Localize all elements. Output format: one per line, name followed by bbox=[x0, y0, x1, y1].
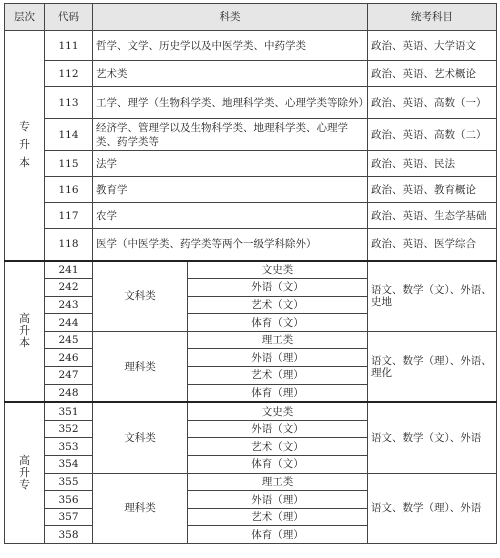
code-cell: 355 bbox=[45, 473, 93, 491]
table-row bbox=[5, 331, 497, 349]
code-cell: 246 bbox=[45, 349, 93, 367]
subcategory-cell: 艺术（文） bbox=[188, 438, 368, 456]
subcategory-cell: 文史类 bbox=[188, 261, 368, 279]
code-cell: 111 bbox=[45, 31, 93, 61]
exam-cell: 政治、英语、高数（二） bbox=[368, 119, 497, 151]
subcategory-cell: 体育（文） bbox=[188, 456, 368, 474]
table-row bbox=[5, 402, 497, 420]
subcategory-cell: 文史类 bbox=[188, 402, 368, 420]
code-cell: 244 bbox=[45, 314, 93, 332]
exam-cell: 语文、数学（理）、外语、理化 bbox=[368, 331, 497, 402]
subcategory-cell: 艺术（文） bbox=[188, 296, 368, 314]
subcategory-cell: 外语（理） bbox=[188, 349, 368, 367]
group-cell: 文科类 bbox=[93, 402, 188, 473]
admission-table bbox=[4, 3, 497, 544]
subcategory-cell: 体育（理） bbox=[188, 384, 368, 402]
code-cell: 248 bbox=[45, 384, 93, 402]
category-cell: 哲学、文学、历史学以及中医学类、中药学类 bbox=[93, 31, 368, 61]
header-code: 代码 bbox=[45, 4, 93, 31]
code-cell: 354 bbox=[45, 456, 93, 474]
subcategory-cell: 理工类 bbox=[188, 473, 368, 491]
category-cell: 工学、理学（生物科学类、地理科学类、心理学类等除外） bbox=[93, 87, 368, 119]
code-cell: 242 bbox=[45, 279, 93, 297]
table-row bbox=[5, 31, 497, 61]
subcategory-cell: 艺术（理） bbox=[188, 367, 368, 385]
subcategory-cell: 外语（文） bbox=[188, 420, 368, 438]
exam-cell: 政治、英语、教育概论 bbox=[368, 177, 497, 203]
exam-cell: 政治、英语、民法 bbox=[368, 151, 497, 177]
table-row bbox=[5, 151, 497, 177]
table-row bbox=[5, 229, 497, 261]
code-cell: 357 bbox=[45, 508, 93, 526]
code-cell: 112 bbox=[45, 61, 93, 87]
code-cell: 118 bbox=[45, 229, 93, 261]
subcategory-cell: 体育（文） bbox=[188, 314, 368, 332]
category-cell: 教育学 bbox=[93, 177, 368, 203]
code-cell: 113 bbox=[45, 87, 93, 119]
code-cell: 114 bbox=[45, 119, 93, 151]
exam-cell: 语文、数学（文）、外语 bbox=[368, 402, 497, 473]
level-gsb: 高 升 本 bbox=[5, 261, 45, 403]
table-row bbox=[5, 203, 497, 229]
code-cell: 115 bbox=[45, 151, 93, 177]
header-exam: 统考科目 bbox=[368, 4, 497, 31]
subcategory-cell: 外语（文） bbox=[188, 279, 368, 297]
subcategory-cell: 理工类 bbox=[188, 331, 368, 349]
table-row bbox=[5, 261, 497, 279]
code-cell: 358 bbox=[45, 526, 93, 544]
group-cell: 理科类 bbox=[93, 473, 188, 543]
code-cell: 245 bbox=[45, 331, 93, 349]
code-cell: 241 bbox=[45, 261, 93, 279]
code-cell: 243 bbox=[45, 296, 93, 314]
category-cell: 农学 bbox=[93, 203, 368, 229]
exam-cell: 政治、英语、高数（一） bbox=[368, 87, 497, 119]
exam-cell: 政治、英语、大学语文 bbox=[368, 31, 497, 61]
code-cell: 351 bbox=[45, 402, 93, 420]
category-cell: 医学（中医学类、药学类等两个一级学科除外） bbox=[93, 229, 368, 261]
code-cell: 116 bbox=[45, 177, 93, 203]
exam-cell: 政治、英语、生态学基础 bbox=[368, 203, 497, 229]
table-row bbox=[5, 473, 497, 491]
header-level: 层次 bbox=[5, 4, 45, 31]
code-cell: 247 bbox=[45, 367, 93, 385]
table-row bbox=[5, 61, 497, 87]
exam-cell: 语文、数学（理）、外语 bbox=[368, 473, 497, 543]
subcategory-cell: 艺术（理） bbox=[188, 508, 368, 526]
subcategory-cell: 体育（理） bbox=[188, 526, 368, 544]
group-cell: 文科类 bbox=[93, 261, 188, 332]
exam-cell: 语文、数学（文）、外语、史地 bbox=[368, 261, 497, 332]
table-row bbox=[5, 119, 497, 151]
code-cell: 352 bbox=[45, 420, 93, 438]
subcategory-cell: 外语（理） bbox=[188, 491, 368, 509]
category-cell: 法学 bbox=[93, 151, 368, 177]
code-cell: 117 bbox=[45, 203, 93, 229]
table-row bbox=[5, 87, 497, 119]
category-cell: 艺术类 bbox=[93, 61, 368, 87]
header-row bbox=[5, 4, 497, 31]
level-zsb: 专升本 bbox=[5, 31, 45, 261]
group-cell: 理科类 bbox=[93, 331, 188, 402]
code-cell: 356 bbox=[45, 491, 93, 509]
category-cell: 经济学、管理学以及生物科学类、地理科学类、心理学类、药学类等 bbox=[93, 119, 368, 151]
exam-cell: 政治、英语、艺术概论 bbox=[368, 61, 497, 87]
level-gsz: 高 升 专 bbox=[5, 402, 45, 543]
header-category: 科类 bbox=[93, 4, 368, 31]
exam-cell: 政治、英语、医学综合 bbox=[368, 229, 497, 261]
code-cell: 353 bbox=[45, 438, 93, 456]
table-row bbox=[5, 177, 497, 203]
